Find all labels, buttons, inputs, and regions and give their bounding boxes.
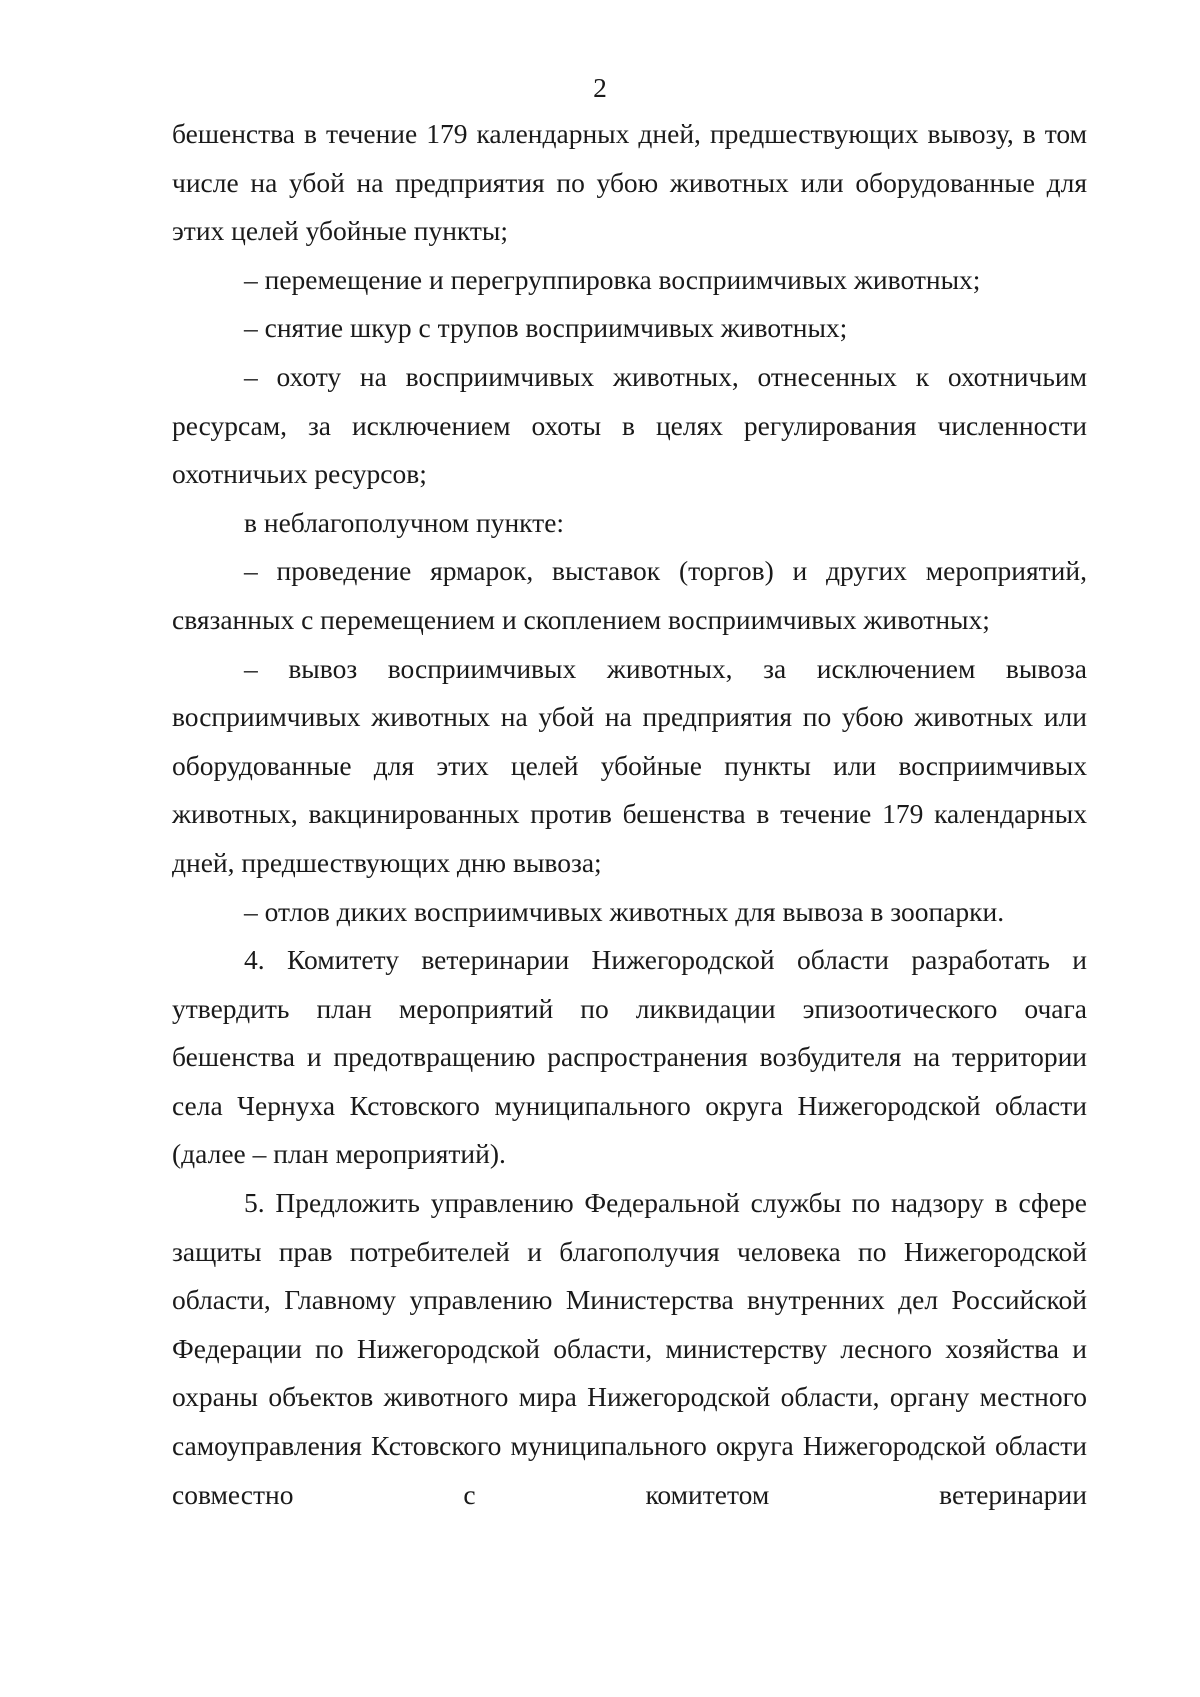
- paragraph: 4. Комитету ветеринарии Нижегородской области разработать и утвердить план мероприятий по ликвидации эпизоотического очага бешенства и предотвращению распространения возбудителя на территории села Чернуха Кстовского муниципального округа Нижегородской области (далее – план мероприятий).: [172, 944, 1087, 1170]
- paragraph: – проведение ярмарок, выставок (торгов) и других мероприятий, связанных с перемещением и скоплением восприимчивых животных;: [172, 555, 1087, 635]
- paragraph: – охоту на восприимчивых животных, отнесенных к охотничьим ресурсам, за исключением охоты в целях регулирования численности охотничьих ресурсов;: [172, 360, 1087, 490]
- paragraph: в неблагополучном пункте:: [244, 506, 565, 538]
- paragraph: – снятие шкур с трупов восприимчивых животных;: [244, 312, 848, 344]
- paragraph: бешенства в течение 179 календарных дней, предшествующих вывозу, в том числе на убой на предприятия по убою животных или оборудованные для этих целей убойные пункты;: [172, 118, 1087, 247]
- paragraph: 5. Предложить управлению Федеральной службы по надзору в сфере защиты прав потребителей и благополучия человека по Нижегородской области, Главному управлению Министерства внутренних дел Российской Федерации по Нижегородской области, министерству лесного хозяйства и охраны объектов животного мира Нижегородской области, органу местного самоуправления Кстовского муниципального округа Нижегородской области совместно с комитетом ветеринарии: [172, 1187, 1087, 1510]
- page-number: 2: [593, 72, 607, 103]
- body-text: [172, 110, 1087, 1519]
- paragraph: – вывоз восприимчивых животных, за исключением вывоза восприимчивых животных на убой на предприятия по убою животных или оборудованные для этих целей убойные пункты или восприимчивых животных, вакцинированных против бешенства в течение 179 календарных дней, предшествующих дню вывоза;: [172, 652, 1087, 878]
- paragraph: – отлов диких восприимчивых животных для вывоза в зоопарки.: [244, 895, 1005, 927]
- paragraph: – перемещение и перегруппировка восприимчивых животных;: [244, 263, 981, 295]
